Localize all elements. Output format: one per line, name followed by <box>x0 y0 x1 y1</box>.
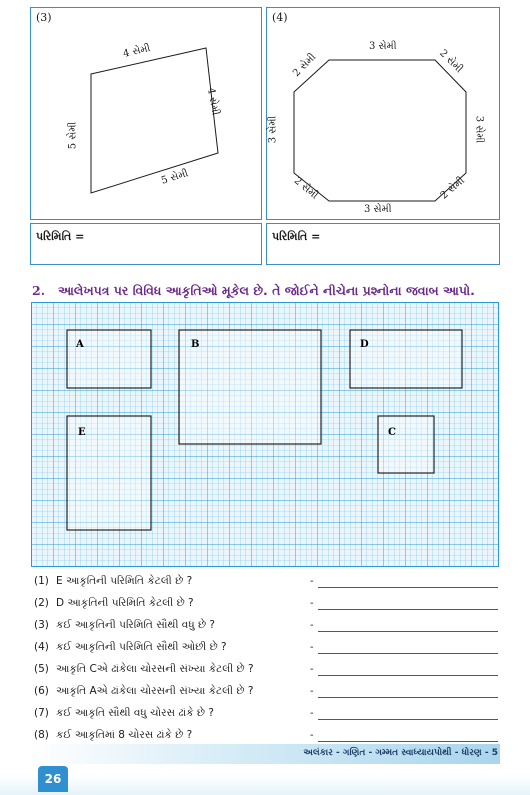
bottom-decoration <box>0 775 530 795</box>
question-text: કઈ આકૃતિમાં 8 ચોરસ ઢાંકે છે ? <box>56 729 193 741</box>
answer-separator: - <box>310 707 314 719</box>
answer-line[interactable] <box>318 709 498 720</box>
answer-separator: - <box>310 685 314 697</box>
answer-separator: - <box>310 575 314 587</box>
question-number: (2) <box>34 597 49 609</box>
p3-perimeter-label: પરિમિતિ = <box>36 230 85 243</box>
quadrilateral-shape <box>31 8 261 219</box>
question-text: કઈ આકૃતિની પરિમિતિ સૌથી ઓછી છે ? <box>56 641 227 653</box>
question-text: કઈ આકૃતિની પરિમિતિ સૌથી વધુ છે ? <box>56 619 216 631</box>
question-row <box>34 575 192 588</box>
p4-label-bottom: 3 સેમી <box>364 204 392 215</box>
question-number: (7) <box>34 707 49 719</box>
shape-c <box>378 416 434 473</box>
question-row <box>34 663 254 676</box>
question-row <box>34 729 192 742</box>
panel-4-perimeter-box <box>266 223 500 265</box>
question-number: (6) <box>34 685 49 697</box>
question-text: આકૃતિ Aએ ઢાંકેલા ચોરસની સંખ્યા કેટલી છે ? <box>56 685 254 697</box>
answer-line[interactable] <box>318 599 498 610</box>
graph-paper-grid <box>31 302 499 567</box>
question-text: આકૃતિ Cએ ઢાંકેલા ચોરસની સંખ્યા કેટલી છે ? <box>56 663 254 675</box>
shape-b <box>179 330 321 444</box>
answer-line[interactable] <box>318 643 498 654</box>
question-number: (1) <box>34 575 49 587</box>
answer-line[interactable] <box>318 731 498 742</box>
p4-perimeter-label: પરિમિતિ = <box>272 230 321 243</box>
question-row <box>34 707 214 720</box>
answer-line[interactable] <box>318 687 498 698</box>
panel-4-number: (4) <box>272 11 288 24</box>
shape-c-label: C <box>388 427 396 438</box>
answer-line[interactable] <box>318 577 498 588</box>
question-row <box>34 685 253 698</box>
p4-label-bottom-right: 2 સેમી <box>438 175 467 202</box>
question-text: કઈ આકૃતિ સૌથી વધુ ચોરસ ઢાંકે છે ? <box>56 707 214 719</box>
p4-label-right: 3 સેમી <box>473 115 485 144</box>
question-number: (8) <box>34 729 49 741</box>
p4-label-top-left: 2 સેમી <box>291 51 319 80</box>
panel-4 <box>266 7 500 220</box>
question-number: (3) <box>34 619 49 631</box>
p4-label-bottom-left: 2 સેમી <box>291 175 320 202</box>
panel-3-number: (3) <box>36 11 52 24</box>
question-number: (5) <box>34 663 49 675</box>
answer-separator: - <box>310 619 314 631</box>
question-row <box>34 619 215 632</box>
p4-label-top: 3 સેમી <box>369 41 397 52</box>
answer-separator: - <box>310 597 314 609</box>
shape-d-label: D <box>360 339 369 350</box>
answer-line[interactable] <box>318 621 498 632</box>
question-row <box>34 641 227 654</box>
footer-title: અલંકાર - ગણિત - ગમ્મત સ્વાધ્યાયપોથી - ધોરણ - 5 <box>303 748 498 758</box>
p3-label-right: 4 સેમી <box>204 86 221 117</box>
answer-separator: - <box>310 663 314 675</box>
p4-label-left: 3 સેમી <box>267 115 279 144</box>
answer-separator: - <box>310 729 314 741</box>
page-number: 26 <box>38 766 68 792</box>
p3-label-top: 4 સેમી <box>122 43 152 60</box>
p4-label-top-right: 2 સેમી <box>437 47 465 76</box>
shape-e-label: E <box>78 427 86 438</box>
answer-separator: - <box>310 641 314 653</box>
shape-a-label: A <box>76 339 84 350</box>
p3-label-bottom: 5 સેમી <box>159 168 190 187</box>
question-2-title: આલેખપત્ર પર વિવિધ આકૃતિઓ મૂકેલ છે. તે જોઈને નીચેના પ્રશ્નોના જવાબ આપો. <box>58 283 475 298</box>
answer-line[interactable] <box>318 665 498 676</box>
panel-3-perimeter-box <box>30 223 262 265</box>
question-text: D આકૃતિની પરિમિતિ કેટલી છે ? <box>56 597 194 609</box>
panel-3 <box>30 7 262 220</box>
question-number: (4) <box>34 641 49 653</box>
shape-b-label: B <box>191 339 200 350</box>
question-2-number: 2. <box>32 283 46 298</box>
question-text: E આકૃતિની પરિમિતિ કેટલી છે ? <box>56 575 193 587</box>
question-row <box>34 597 194 610</box>
p3-label-left: 5 સેમી <box>67 121 79 150</box>
